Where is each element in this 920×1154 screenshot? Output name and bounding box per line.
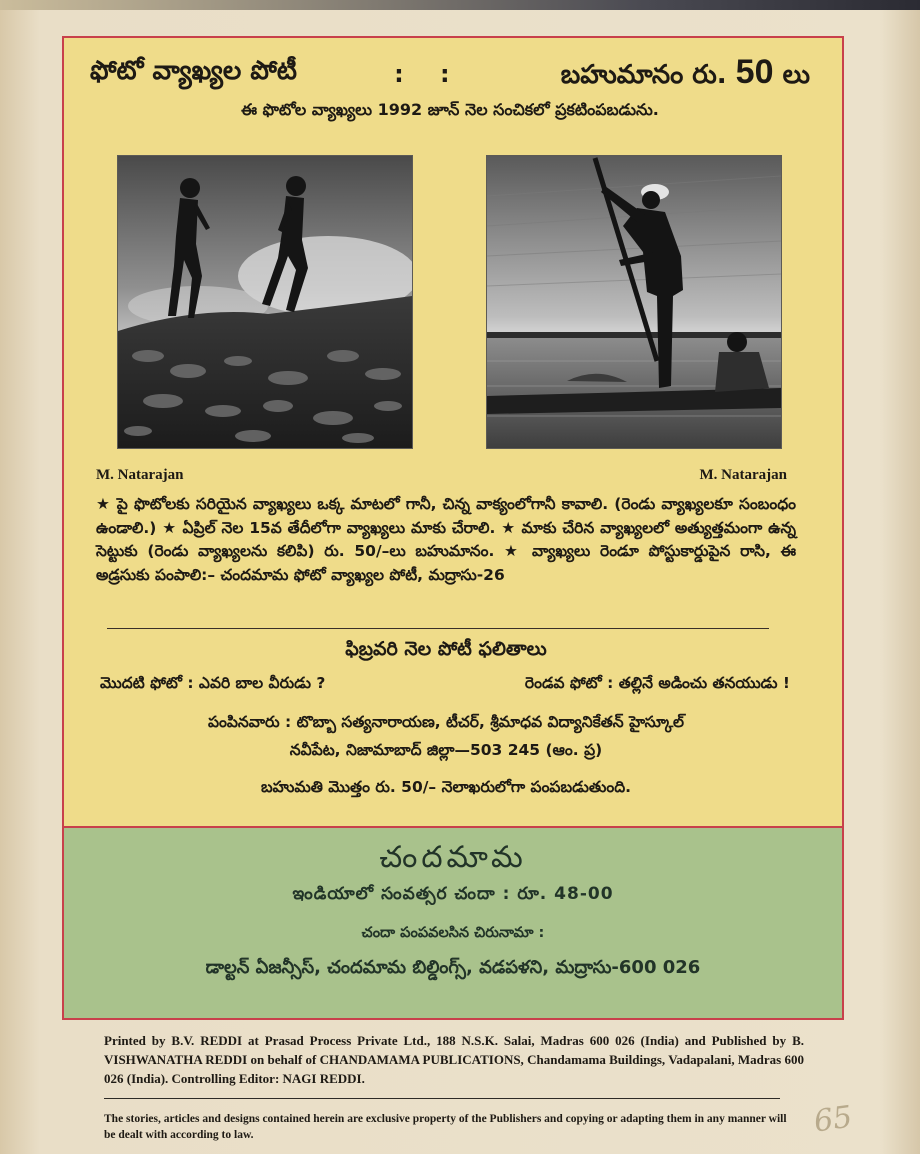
contest-subtitle: ఈ ఫొటోల వ్యాఖ్యలు 1992 జూన్ నెల సంచికలో ప్రకటింపబడును. (241, 100, 659, 119)
heading-separator: : : (394, 60, 464, 88)
copyright-notice: The stories, articles and designs contained herein are exclusive property of the Publishers and copying or adapting them in any manner will be dealt with according to law. (104, 1113, 787, 1141)
winner-line-2: నవీపేట, నిజామాబాద్ జిల్లా—503 245 (ఆం. ప్ర) (289, 741, 603, 759)
subscription-address-label: చందా పంపవలసిన చిరునామా : (361, 925, 545, 941)
contest-heading (90, 52, 810, 96)
imprint-divider (104, 1098, 780, 1099)
first-photo-caption: మొదటి ఫోటో : ఎవరి బాల వీరుడు ? (100, 674, 326, 692)
prize-suffix: లు (782, 59, 810, 90)
page-number: 65 (811, 1099, 855, 1140)
winner-line-1: పంపినవారు : టొబ్బా సత్యనారాయణ, టీచర్, శ్రీమాధవ విద్యానికేతన్ హైస్కూల్ (208, 713, 684, 731)
contest-title: ఫోటో వ్యాఖ్యల పోటీ (90, 56, 297, 86)
right-photo-credit: M. Natarajan (699, 467, 787, 483)
section-divider (107, 628, 769, 629)
contest-prize (561, 53, 810, 96)
photo-boys-walking (117, 155, 413, 449)
second-photo-caption: రెండవ ఫోటో : తల్లినే అడించు తనయుడు ! (524, 674, 790, 692)
winner-details (96, 708, 796, 764)
left-photo-credit: M. Natarajan (96, 467, 184, 483)
prize-note: బహుమతి మొత్తం రు. 50/– నెలాఖరులోగా పంపబడుతుంది. (260, 778, 632, 796)
photo-boatman (486, 155, 782, 449)
prize-amount: 50 (735, 52, 774, 91)
magazine-name: చందమామ (379, 840, 527, 875)
subscription-address: డాల్టన్ ఏజన్సీస్, చందమామ బిల్డింగ్స్, వడపళని, మద్రాసు-600 026 (205, 957, 701, 978)
top-edge-strip (0, 0, 920, 10)
prize-label: బహుమానం రు. (560, 59, 727, 90)
contest-rules: ★ పై ఫొటోలకు సరియైన వ్యాఖ్యలు ఒక్క మాటలో గానీ, చిన్న వాక్యంలోగానీ కావాలి. (రెండు వ్యాఖ్యలకూ సంబంధం ఉండాలి.) ★ ఏప్రిల్ నెల 15వ తేదీలోగా వ్యాఖ్యలు మాకు చేరాలి. ★ మాకు చేరిన వ్యాఖ్యలలో అత్యుత్తమంగా ఉన్న సెట్టుకు (రెండు వ్యాఖ్యలను కలిపి) రు. 50/–లు బహుమానం. ★ వ్యాఖ్యలు రెండూ పోస్టుకార్డుపైన రాసి, ఈ అడ్రసుకు పంపాలి:– చందమామ ఫోటో వ్యాఖ్యల పోటీ, మద్రాసు-26 (96, 495, 796, 584)
subscription-rate: ఇండియాలో సంవత్సర చందా : రూ. 48-00 (292, 884, 614, 904)
printer-imprint: Printed by B.V. REDDI at Prasad Process Private Ltd., 188 N.S.K. Salai, Madras 600 026 (India) and Published by B. VISHWANATHA REDDI on behalf of CHANDAMAMA PUBLICATIONS, Chandamama Buildings, Vadapalani, Madras 600 026 (India). Controlling Editor: NAGI REDDI. (104, 1033, 804, 1086)
results-captions (100, 674, 790, 696)
results-title: ఫిబ్రవరి నెల పోటీ ఫలితాలు (345, 638, 547, 660)
